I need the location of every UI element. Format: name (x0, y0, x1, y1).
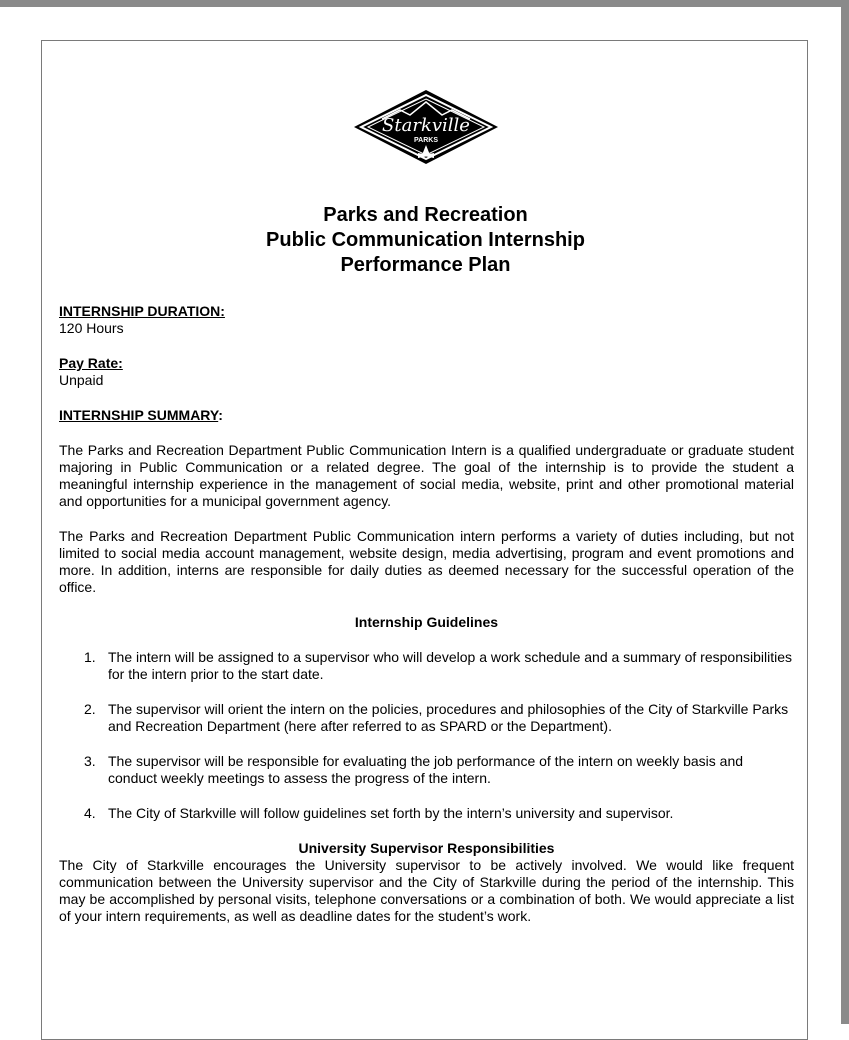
pay-label: Pay Rate: (59, 355, 123, 371)
list-item-number: 2. (84, 701, 96, 717)
top-bar (0, 0, 849, 7)
university-paragraph: The City of Starkville encourages the University supervisor to be actively involved. We would like frequent communication between the University supervisor and the City of Starkville during the period of the internship. This may be accomplished by personal visits, telephone conversations or a combination of both. We would appreciate a list of your intern requirements, as well as deadline dates for the student’s work. (59, 857, 794, 924)
duration-section (59, 303, 794, 337)
document-title (42, 203, 809, 278)
summary-heading (59, 407, 794, 424)
summary-paragraph-1: The Parks and Recreation Department Public Communication Intern is a qualified undergraduate or graduate student majoring in Public Communication or a related degree. The goal of the internship is to provide the student a meaningful internship experience in the management of social media, website, print and other promotional material and opportunities for a municipal government agency. (59, 442, 794, 509)
list-item (59, 701, 794, 735)
title-line-2: Public Communication Internship (266, 229, 585, 251)
right-edge (841, 0, 849, 1024)
pay-value: Unpaid (59, 372, 104, 388)
logo-brand-text: Starkville (382, 115, 470, 136)
title-line-1: Parks and Recreation (323, 204, 528, 226)
pay-section (59, 355, 794, 389)
summary-colon: : (218, 407, 223, 423)
title-line-3: Performance Plan (340, 254, 511, 276)
guidelines-list (59, 649, 794, 822)
guidelines-heading: Internship Guidelines (354, 614, 499, 630)
list-item-number: 3. (84, 753, 96, 769)
starkville-parks-logo (352, 88, 500, 166)
list-item-text: The supervisor will orient the intern on the policies, procedures and philosophies of the City of Starkville Parks and Recreation Department (here after referred to as SPARD or the Department). (108, 701, 789, 734)
duration-label: INTERNSHIP DURATION: (59, 303, 225, 319)
list-item (59, 753, 794, 787)
summary-paragraph-2: The Parks and Recreation Department Public Communication intern performs a variety of duties including, but not limited to social media account management, website design, media advertising, program and event promotions and more. In addition, interns are responsible for daily duties as deemed necessary for the successful operation of the office. (59, 528, 794, 595)
list-item (59, 649, 794, 683)
list-item-text: The supervisor will be responsible for evaluating the job performance of the intern on weekly basis and conduct weekly meetings to assess the progress of the intern. (108, 753, 744, 786)
document-body (59, 303, 794, 925)
university-heading: University Supervisor Responsibilities (298, 840, 555, 856)
list-item-number: 1. (84, 649, 96, 665)
list-item-text: The intern will be assigned to a supervisor who will develop a work schedule and a summary of responsibilities for the intern prior to the start date. (108, 649, 793, 682)
list-item (59, 805, 794, 822)
list-item-text: The City of Starkville will follow guidelines set forth by the intern’s university and supervisor. (108, 805, 674, 821)
document-page (41, 40, 808, 1040)
summary-label: INTERNSHIP SUMMARY (59, 407, 219, 423)
list-item-number: 4. (84, 805, 96, 821)
duration-value: 120 Hours (59, 320, 124, 336)
logo-sub-text: PARKS (414, 137, 438, 144)
